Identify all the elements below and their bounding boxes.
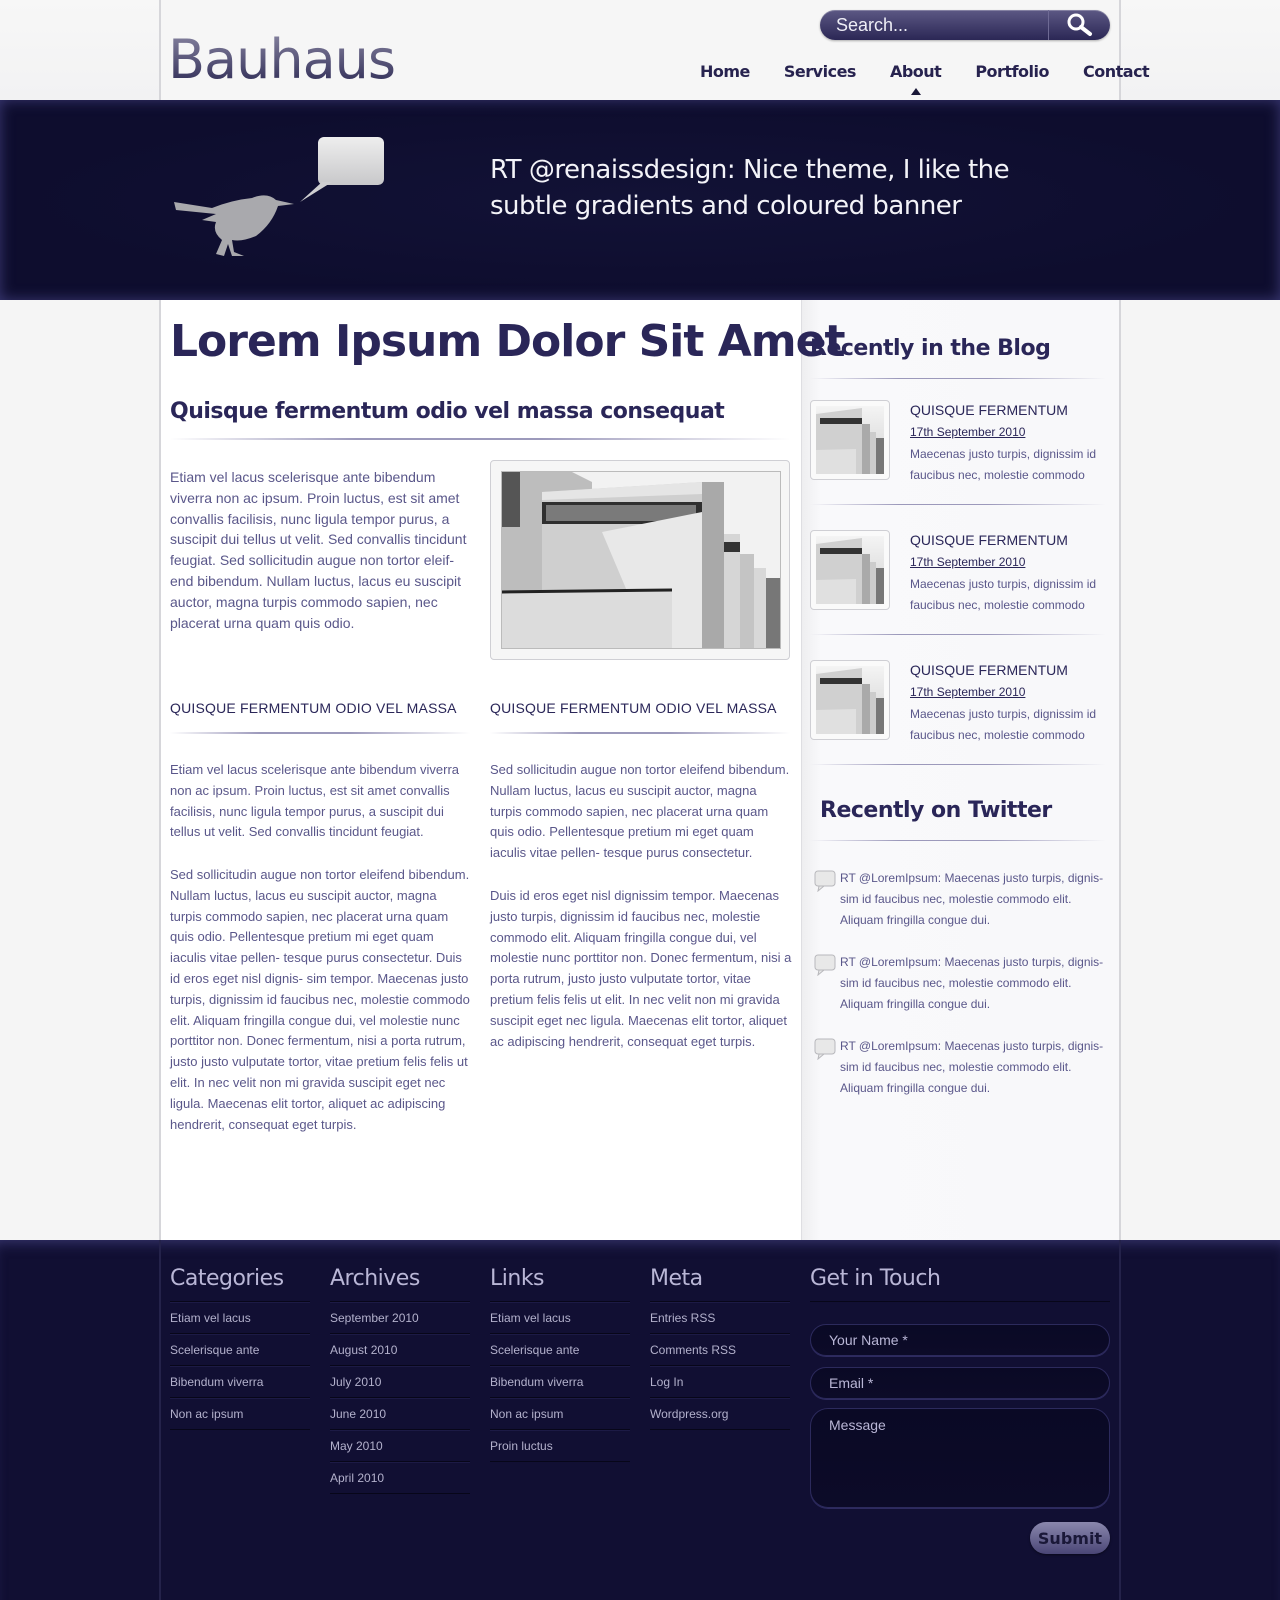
featured-image[interactable]	[501, 471, 781, 649]
email-field[interactable]	[811, 1368, 1109, 1398]
name-field-wrap	[810, 1324, 1110, 1356]
meta-link[interactable]: Log In	[650, 1366, 790, 1398]
tweet-text: RT @LoremIpsum: Maecenas justo turpis, dignis- sim id faucibus nec, molestie commodo elit. Aliquam fringilla congue dui.	[840, 871, 1104, 927]
nav-services[interactable]: Services	[783, 62, 856, 81]
page-title: Lorem Ipsum Dolor Sit Amet	[170, 316, 845, 367]
email-field-wrap	[810, 1367, 1110, 1399]
archive-link[interactable]: July 2010	[330, 1366, 470, 1398]
footer-meta-title: Meta	[650, 1266, 790, 1302]
divider	[810, 378, 1106, 379]
footer-link[interactable]: Bibendum viverra	[490, 1366, 630, 1398]
archive-link[interactable]: August 2010	[330, 1334, 470, 1366]
blog-post-excerpt: Maecenas justo turpis, dignissim id faucibus nec, molestie commodo	[910, 577, 1097, 612]
nav-home[interactable]: Home	[700, 62, 750, 81]
column-title-2: QUISQUE FERMENTUM ODIO VEL MASSA	[490, 700, 777, 716]
footer-archives-title: Archives	[330, 1266, 470, 1302]
category-link[interactable]: Non ac ipsum	[170, 1398, 310, 1430]
meta-link[interactable]: Wordpress.org	[650, 1398, 790, 1430]
divider	[490, 732, 790, 734]
footer-link[interactable]: Etiam vel lacus	[490, 1302, 630, 1334]
blog-section-title: Recently in the Blog	[810, 336, 1051, 361]
blog-post-2[interactable]	[810, 530, 1110, 610]
meta-link[interactable]: Entries RSS	[650, 1302, 790, 1334]
featured-tweet: RT @renaissdesign: Nice theme, I like the subtle gradients and coloured banner	[490, 155, 1010, 221]
site-logo[interactable]: Bauhaus	[168, 28, 396, 91]
archive-link[interactable]: May 2010	[330, 1430, 470, 1462]
blog-post-title[interactable]: QUISQUE FERMENTUM	[910, 662, 1068, 678]
column-2-paragraph-1: Sed sollicitudin augue non tortor eleifend bibendum. Nullam luctus, lacus eu suscipit auctor, magna turpis commodo sapien, nec placerat urna quam quis odio. Pellentesque pretium mi eget quam iaculis vitae pellen- tesque purus consectetur.	[490, 762, 790, 861]
archive-link[interactable]: June 2010	[330, 1398, 470, 1430]
message-field-wrap	[810, 1408, 1110, 1508]
footer-links-title: Links	[490, 1266, 630, 1302]
search-bar	[820, 10, 1110, 40]
search-input[interactable]	[836, 14, 1056, 36]
main-nav	[700, 62, 1149, 81]
blog-thumbnail[interactable]	[810, 660, 890, 740]
divider	[810, 764, 1106, 765]
footer-archives	[330, 1266, 470, 1494]
footer-meta	[650, 1266, 790, 1430]
divider	[170, 438, 790, 440]
blog-post-title[interactable]: QUISQUE FERMENTUM	[910, 402, 1068, 418]
footer-categories	[170, 1266, 310, 1430]
archive-link[interactable]: April 2010	[330, 1462, 470, 1494]
speech-bubble-icon	[814, 954, 836, 976]
divider	[810, 840, 1106, 841]
search-button[interactable]	[1048, 10, 1110, 40]
nav-portfolio[interactable]: Portfolio	[975, 62, 1049, 81]
divider	[170, 732, 470, 734]
divider	[810, 504, 1106, 505]
speech-bubble-icon	[814, 870, 836, 892]
building-photo	[502, 472, 781, 649]
blog-post-excerpt: Maecenas justo turpis, dignissim id faucibus nec, molestie commodo	[910, 707, 1097, 742]
divider	[810, 634, 1106, 635]
blog-post-1[interactable]	[810, 400, 1110, 480]
category-link[interactable]: Etiam vel lacus	[170, 1302, 310, 1334]
column-1-paragraph-1: Etiam vel lacus scelerisque ante bibendum viverra non ac ipsum. Proin luctus, est sit amet convallis facilisis, nunc ligula tempor purus, a suscipit dui tellus ut velit. Sed convallis tincidunt feugiat.	[170, 762, 460, 840]
twitter-section-title: Recently on Twitter	[820, 798, 1052, 823]
submit-button[interactable]: Submit	[1030, 1522, 1110, 1554]
featured-image-frame	[490, 460, 790, 660]
contact-title: Get in Touch	[810, 1266, 1110, 1302]
blog-post-3[interactable]	[810, 660, 1110, 740]
blog-post-date[interactable]: 17th September 2010	[910, 555, 1026, 569]
twitter-bird-icon	[172, 134, 392, 264]
column-2-paragraph-2: Duis id eros eget nisl dignissim tempor. Maecenas justo turpis, dignissim id faucibus nec, molestie commodo elit. Aliquam fringilla congue dui, vel molestie nunc porttitor non. Donec fermentum, nisi a porta rutrum, justo justo vulputate tortor, vitae pretium felis felis ut elit. In nec velit non mi gravida suscipit eget nec ligula. Maecenas elit tortor, aliquet ac adipiscing hendrerit, consequat eget turpis.	[490, 888, 792, 1049]
blog-thumbnail[interactable]	[810, 400, 890, 480]
message-field[interactable]	[811, 1409, 1109, 1507]
footer-links	[490, 1266, 630, 1462]
column-1-paragraph-2: Sed sollicitudin augue non tortor eleifend bibendum. Nullam luctus, lacus eu suscipit auctor, magna turpis commodo sapien, nec placerat urna quam quis odio. Pellentesque pretium mi eget quam iaculis vitae pellen- tesque purus consectetur. Duis id eros eget nisl dignis- sim tempor. Maecenas justo turpis, dignissim id faucibus nec, molestie commodo elit. Aliquam fringilla congue dui, vel molestie nunc porttitor non. Donec fermentum, nisi a porta rutrum, justo justo vulputate tortor, vitae pretium felis felis ut elit. In nec velit non mi gravida suscipit eget nec ligula. Maecenas elit tortor, aliquet ac adipiscing hendrerit, consequat eget turpis.	[170, 867, 470, 1132]
footer-link[interactable]: Proin luctus	[490, 1430, 630, 1462]
nav-about[interactable]: About	[889, 62, 942, 81]
search-icon	[1066, 13, 1094, 37]
category-link[interactable]: Scelerisque ante	[170, 1334, 310, 1366]
column-title-1: QUISQUE FERMENTUM ODIO VEL MASSA	[170, 700, 457, 716]
meta-link[interactable]: Comments RSS	[650, 1334, 790, 1366]
footer-link[interactable]: Non ac ipsum	[490, 1398, 630, 1430]
blog-post-date[interactable]: 17th September 2010	[910, 685, 1026, 699]
archive-link[interactable]: September 2010	[330, 1302, 470, 1334]
blog-post-excerpt: Maecenas justo turpis, dignissim id faucibus nec, molestie commodo	[910, 447, 1097, 482]
tweet-text: RT @LoremIpsum: Maecenas justo turpis, dignis- sim id faucibus nec, molestie commodo elit. Aliquam fringilla congue dui.	[840, 955, 1104, 1011]
category-link[interactable]: Bibendum viverra	[170, 1366, 310, 1398]
page-subtitle: Quisque fermentum odio vel massa consequat	[170, 399, 725, 424]
tweet-text: RT @LoremIpsum: Maecenas justo turpis, dignis- sim id faucibus nec, molestie commodo elit. Aliquam fringilla congue dui.	[840, 1039, 1104, 1095]
intro-text: Etiam vel lacus scelerisque ante bibendum viverra non ac ipsum. Proin luctus, est sit amet convallis facilisis, nunc ligula tempor purus, a suscipit dui tellus ut velit. Sed convallis tincidunt feugiat. Sed sollicitudin augue non tortor eleif- end bibendum. Nullam luctus, lacus eu suscipit auctor, magna turpis commodo sapien, nec placerat urna quam quis odio.	[170, 469, 467, 631]
name-field[interactable]	[811, 1325, 1109, 1355]
nav-contact[interactable]: Contact	[1083, 62, 1150, 81]
blog-post-date[interactable]: 17th September 2010	[910, 425, 1026, 439]
blog-post-title[interactable]: QUISQUE FERMENTUM	[910, 532, 1068, 548]
speech-bubble-icon	[814, 1038, 836, 1060]
twitter-banner	[0, 100, 1280, 300]
footer-link[interactable]: Scelerisque ante	[490, 1334, 630, 1366]
footer-categories-title: Categories	[170, 1266, 310, 1302]
blog-thumbnail[interactable]	[810, 530, 890, 610]
